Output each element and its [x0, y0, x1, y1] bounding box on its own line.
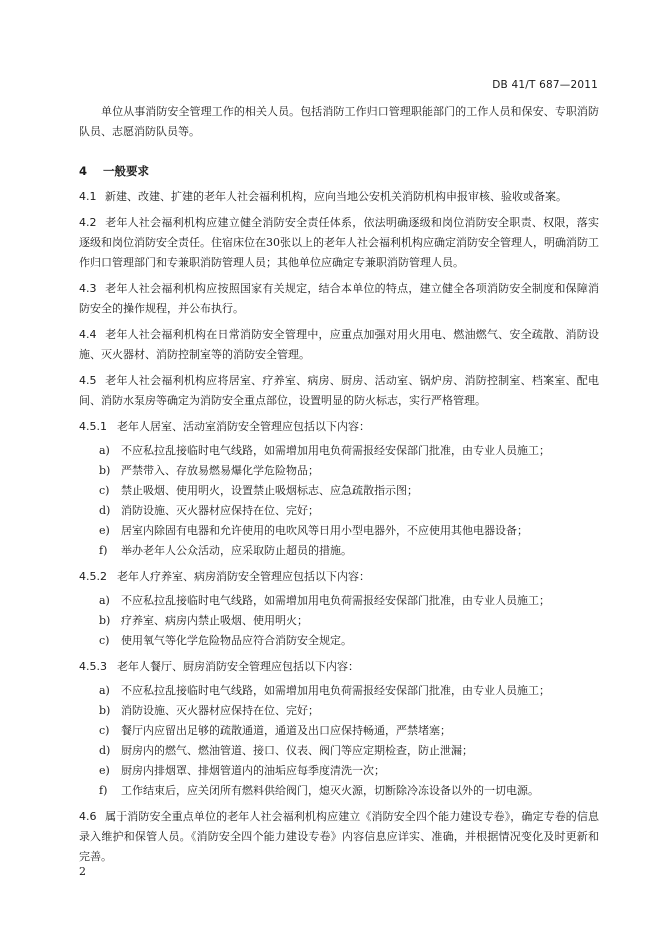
list-marker: a)	[99, 684, 110, 697]
clause-number: 4.3	[79, 282, 97, 295]
list-item	[79, 631, 599, 651]
list-item	[79, 521, 599, 541]
list-item	[79, 591, 599, 611]
clause-4-5-1	[79, 417, 599, 437]
intro-paragraph: 单位从事消防安全管理工作的相关人员。包括消防工作归口管理职能部门的工作人员和保安、专职消防队员、志愿消防队员等。	[79, 105, 599, 138]
clause-4-4	[79, 325, 599, 365]
clause-number: 4.1	[79, 190, 97, 203]
list-marker: d)	[99, 744, 111, 757]
clause-text: 老年人餐厅、厨房消防安全管理应包括以下内容：	[117, 660, 359, 673]
list-item-text: 不应私拉乱接临时电气线路，如需增加用电负荷需报经安保部门批准，由专业人员施工；	[121, 444, 550, 457]
clause-number: 4.4	[79, 328, 97, 341]
clause-number: 4.2	[79, 216, 97, 229]
list-item-text: 厨房内排烟罩、排烟管道内的油垢应每季度清洗一次；	[121, 764, 385, 777]
clause-text: 老年人社会福利机构应将居室、疗养室、病房、厨房、活动室、锅炉房、消防控制室、档案室、配电间、消防水泵房等确定为消防安全重点部位，设置明显的防火标志，实行严格管理。	[79, 374, 599, 407]
clause-text: 老年人社会福利机构应建立健全消防安全责任体系，依法明确逐级和岗位消防安全职责、权限，落实逐级和岗位消防安全责任。住宿床位在30张以上的老年人社会福利机构应确定消防安全管理人，明确消防工作归口管理部门和专兼职消防管理人员；其他单位应确定专兼职消防管理人员。	[79, 216, 599, 269]
clause-text: 属于消防安全重点单位的老年人社会福利机构应建立《消防安全四个能力建设专卷》，确定专卷的信息录入维护和保管人员。《消防安全四个能力建设专卷》内容信息应详实、准确，并根据情况变化及时更新和完善。	[79, 810, 599, 863]
clause-4-1	[79, 187, 599, 207]
list-item	[79, 701, 599, 721]
list-item-text: 居室内除固有电器和允许使用的电吹风等日用小型电器外，不应使用其他电器设备；	[121, 524, 528, 537]
list-marker: b)	[99, 614, 111, 627]
list-item-text: 疗养室、病房内禁止吸烟、使用明火；	[121, 614, 308, 627]
clause-4-5-1-list	[79, 441, 599, 561]
clause-4-6	[79, 807, 599, 867]
clause-number: 4.6	[79, 810, 97, 823]
clause-4-5-2	[79, 567, 599, 587]
clause-text: 老年人社会福利机构应按照国家有关规定，结合本单位的特点，建立健全各项消防安全制度和保障消防安全的操作规程，并公布执行。	[79, 282, 599, 315]
clause-text: 老年人社会福利机构在日常消防安全管理中，应重点加强对用火用电、燃油燃气、安全疏散、消防设施、灭火器材、消防控制室等的消防安全管理。	[79, 328, 599, 361]
list-marker: a)	[99, 594, 110, 607]
list-item-text: 使用氧气等化学危险物品应符合消防安全规定。	[121, 634, 352, 647]
clause-4-2	[79, 213, 599, 273]
list-item	[79, 501, 599, 521]
list-marker: e)	[99, 764, 110, 777]
list-marker: a)	[99, 444, 110, 457]
clause-4-5-2-list	[79, 591, 599, 651]
section-title: 一般要求	[103, 164, 149, 178]
section-heading	[79, 161, 599, 181]
standard-code: DB 41/T 687—2011	[492, 79, 598, 91]
list-marker: c)	[99, 724, 110, 737]
page-number: 2	[79, 865, 86, 878]
list-marker: b)	[99, 464, 111, 477]
clause-text: 老年人疗养室、病房消防安全管理应包括以下内容：	[117, 570, 370, 583]
list-item	[79, 761, 599, 781]
list-item-text: 消防设施、灭火器材应保持在位、完好；	[121, 504, 319, 517]
clause-4-5	[79, 371, 599, 411]
list-item	[79, 441, 599, 461]
list-item	[79, 481, 599, 501]
list-item-text: 不应私拉乱接临时电气线路，如需增加用电负荷需报经安保部门批准，由专业人员施工；	[121, 594, 550, 607]
list-item-text: 厨房内的燃气、燃油管道、接口、仪表、阀门等应定期检查，防止泄漏；	[121, 744, 473, 757]
list-item	[79, 741, 599, 761]
clause-number: 4.5	[79, 374, 97, 387]
list-marker: c)	[99, 634, 110, 647]
list-marker: e)	[99, 524, 110, 537]
list-marker: b)	[99, 704, 111, 717]
list-item-text: 严禁带入、存放易燃易爆化学危险物品；	[121, 464, 319, 477]
list-item-text: 禁止吸烟、使用明火，设置禁止吸烟标志、应急疏散指示图；	[121, 484, 418, 497]
clause-text: 老年人居室、活动室消防安全管理应包括以下内容：	[117, 420, 370, 433]
clause-4-5-3-list	[79, 681, 599, 801]
list-item-text: 不应私拉乱接临时电气线路，如需增加用电负荷需报经安保部门批准，由专业人员施工；	[121, 684, 550, 697]
clause-text: 新建、改建、扩建的老年人社会福利机构，应向当地公安机关消防机构申报审核、验收或备案。	[105, 190, 567, 203]
list-item	[79, 541, 599, 561]
clause-number: 4.5.2	[79, 570, 107, 583]
list-marker: d)	[99, 504, 111, 517]
list-item	[79, 721, 599, 741]
clause-number: 4.5.1	[79, 420, 107, 433]
list-item	[79, 781, 599, 801]
list-item	[79, 611, 599, 631]
document-body	[79, 102, 599, 867]
list-marker: f)	[99, 784, 108, 797]
list-marker: c)	[99, 484, 110, 497]
list-item-text: 消防设施、灭火器材应保持在位、完好；	[121, 704, 319, 717]
clause-number: 4.5.3	[79, 660, 107, 673]
list-item	[79, 681, 599, 701]
list-item-text: 餐厅内应留出足够的疏散通道，通道及出口应保持畅通，严禁堵塞；	[121, 724, 451, 737]
clause-4-3	[79, 279, 599, 319]
list-item	[79, 461, 599, 481]
section-number: 4	[79, 164, 88, 178]
list-item-text: 工作结束后，应关闭所有燃料供给阀门，熄灭火源，切断除冷冻设备以外的一切电源。	[121, 784, 539, 797]
list-marker: f)	[99, 544, 108, 557]
list-item-text: 举办老年人公众活动，应采取防止超员的措施。	[121, 544, 352, 557]
clause-4-5-3	[79, 657, 599, 677]
